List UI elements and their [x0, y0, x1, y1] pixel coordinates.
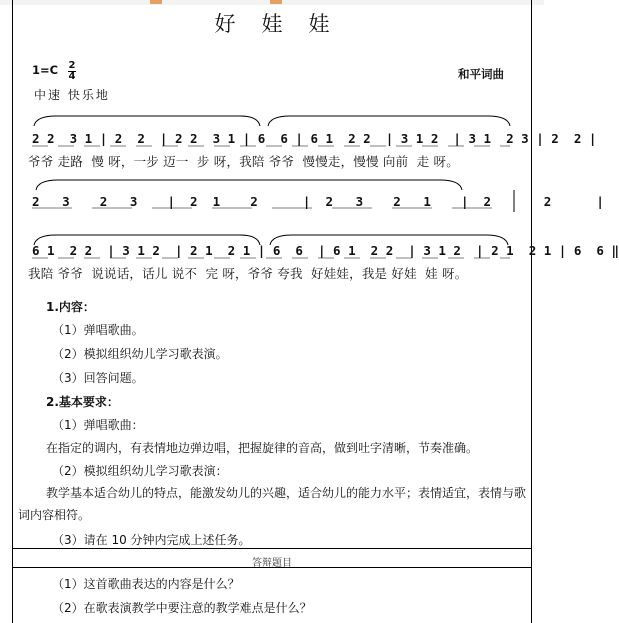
requirement-text: 教学基本适合幼儿的特点，能激发幼儿的兴趣，适合幼儿的能力水平；表情适宜，表情与歌词内容相符。: [18, 486, 527, 522]
slur: [268, 116, 510, 126]
notation-line-2: 2 3 2 3 | 2 1 2 | 2 3 2 1 | 2 2 |: [32, 194, 604, 209]
composer-credit: 和平词曲: [458, 67, 504, 81]
table-row-divider: [12, 548, 532, 549]
question-item: （1）这首歌曲表达的内容是什么？: [52, 577, 240, 591]
section-heading-requirements: 2.基本要求：: [46, 395, 119, 409]
key-signature: 1=C: [32, 63, 59, 77]
notation-line-3: 6 1 2 2 | 3 1 2 | 2 1 2 1 | 6 6 | 6 1 2 2 | 3 1 2 | 2 1 2 1 | 6 6 ‖: [32, 243, 619, 258]
requirement-title: （1）弹唱歌曲：: [52, 418, 144, 432]
time-signature-bottom: 4: [68, 71, 76, 82]
section-heading-content: 1.内容：: [46, 300, 95, 314]
song-title: 好娃娃: [214, 12, 356, 36]
slur: [36, 180, 462, 190]
content-item: （3）回答问题。: [52, 371, 144, 385]
slur: [34, 116, 260, 126]
notation-line-1: 2 2 3 1 | 2 2 | 2 2 3 1 | 6 6 | 6 1 2 2 | 3 1 2 | 3 1 2 3 | 2 2 |: [32, 131, 597, 146]
requirement-item: （3）请在 10 分钟内完成上述任务。: [52, 533, 251, 547]
content-item: （2）模拟组织幼儿学习歌表演。: [52, 347, 228, 361]
requirement-text: 在指定的调内，有表情地边弹边唱，把握旋律的音高，做到吐字清晰，节奏准确。: [46, 441, 479, 455]
requirement-title: （2）模拟组织幼儿学习歌表演：: [52, 464, 228, 478]
tempo-marking: 中速 快乐地: [34, 88, 110, 102]
lyrics-line-1: 爷爷 走路 慢 呀，一步 迈一 步 呀，我陪 爷爷 慢慢走，慢慢 向前 走 呀。: [28, 154, 459, 169]
question-item: （2）在歌表演教学中要注意的教学难点是什么？: [52, 601, 312, 615]
content-item: （1）弹唱歌曲。: [52, 323, 144, 337]
qa-section-label: 答辩题目: [252, 558, 292, 569]
lyrics-line-3: 我陪 爷爷 说说话，话儿 说不 完 呀，爷爷 夸我 好娃娃，我是 好娃 娃 呀。: [28, 266, 468, 281]
time-signature-top: 2: [68, 60, 76, 71]
